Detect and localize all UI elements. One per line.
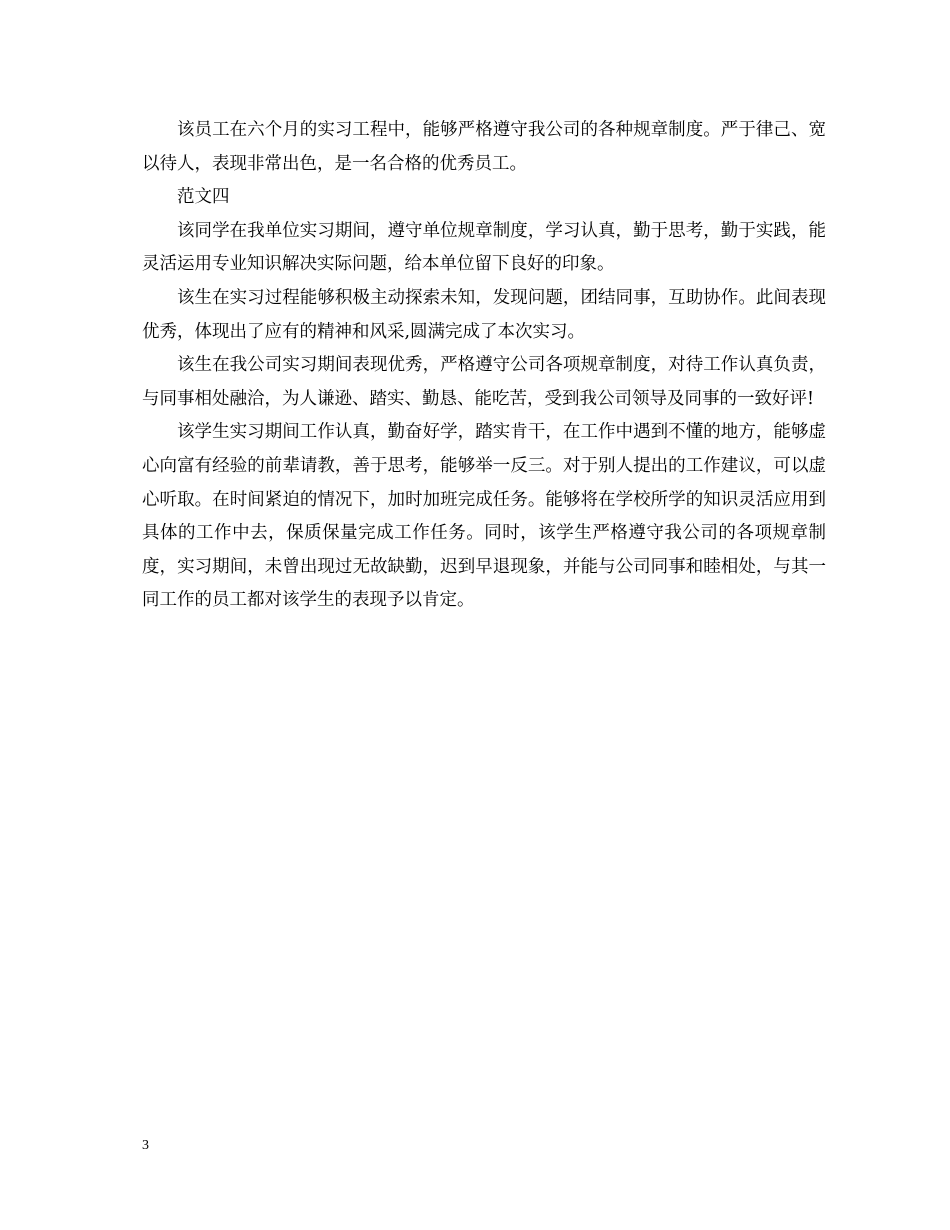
document-body [142, 114, 826, 618]
section-heading-sample-four: 范文四 [177, 187, 230, 208]
paragraph-sample-3: 该生在我公司实习期间表现优秀，严格遵守公司各项规章制度，对待工作认真负责，与同事相处融洽，为人谦逊、踏实、勤恳、能吃苦，受到我公司领导及同事的一致好评! [142, 355, 826, 409]
paragraph-sample-4: 该学生实习期间工作认真，勤奋好学，踏实肯干，在工作中遇到不懂的地方，能够虚心向富有经验的前辈请教，善于思考，能够举一反三。对于别人提出的工作建议，可以虚心听取。在时间紧迫的情况下，加时加班完成任务。能够将在学校所学的知识灵活应用到具体的工作中去，保质保量完成工作任务。同时，该学生严格遵守我公司的各项规章制度，实习期间，未曾出现过无故缺勤，迟到早退现象，并能与公司同事和睦相处，与其一同工作的员工都对该学生的表现予以肯定。 [142, 422, 826, 611]
paragraph-sample-1: 该同学在我单位实习期间，遵守单位规章制度，学习认真，勤于思考，勤于实践，能灵活运用专业知识解决实际问题，给本单位留下良好的印象。 [142, 220, 826, 275]
paragraph-intro: 该员工在六个月的实习工程中，能够严格遵守我公司的各种规章制度。严于律己、宽以待人，表现非常出色，是一名合格的优秀员工。 [142, 120, 826, 174]
page-number: 3 [142, 1138, 149, 1153]
paragraph-sample-2: 该生在实习过程能够积极主动探索未知，发现问题，团结同事，互助协作。此间表现优秀，体现出了应有的精神和风采,圆满完成了本次实习。 [142, 287, 826, 342]
